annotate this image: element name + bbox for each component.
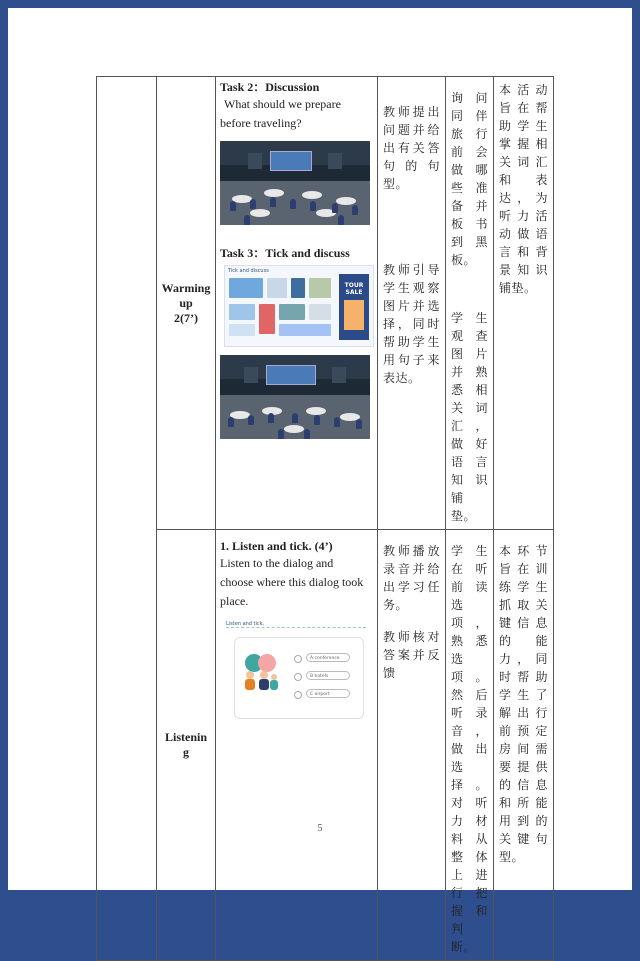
purpose-cell [494,530,554,961]
student-activity-text: 学生在听前读选项，熟悉选项。然后听录音，做出选择。对听力材料从整体上进行把握和判断。 [451,544,488,954]
purpose-text: 本活动旨在帮助学生掌握相关词汇和表达，为听力活动做语言和背景知识铺垫。 [499,83,548,295]
activity-content-cell [216,77,378,530]
stage-line: g [183,745,189,759]
option-b: B hotels [306,671,350,680]
classroom-photo [220,141,370,225]
teacher-activity-text: 教师引导学生观察图片并选择，同时帮助学生用句子来表达。 [383,263,440,385]
task2-line: What should we prepare [224,97,341,111]
people-illustration [240,651,280,691]
stage-line: Listenin [164,730,207,744]
student-activity-text: 学生观查图片并熟悉相关词汇，做好语言知识铺垫。 [451,311,488,523]
teacher-activity-text: 教师播放录音并给出学习任务。 [383,544,440,612]
purpose-cell [494,77,554,530]
activity-content-cell [216,530,378,961]
page-number: 5 [317,823,323,834]
stage-line: Warming [161,280,211,295]
tick-and-discuss-image [224,265,374,347]
tour-sale-poster [339,274,369,340]
task1-line: Listen to the dialog and [220,556,334,570]
listen-and-tick-image [226,621,364,733]
task1-line: place. [220,594,249,608]
sale-text: TOUR [344,282,364,289]
stage-line: up [179,295,193,310]
task3-title: Task 3：Tick and discuss [220,246,350,260]
table-row-listening [97,530,554,961]
task2-title: Task 2：Discussion [220,80,320,94]
teacher-activity-text: 教师提出问题并给出有关答句的句型。 [383,105,440,191]
teacher-activity-cell [378,77,446,530]
student-activity-cell [446,530,494,961]
student-activity-text: 询问同伴旅行前会做哪些准备并板书到黑板。 [451,91,488,267]
option-c: C airport [306,689,350,698]
exercise-header: Listen and tick. [226,621,366,628]
option-a: A conference [306,653,350,662]
teacher-activity-text: 教师核对答案并反馈 [383,630,440,680]
stage-line: 2(7’) [174,310,198,325]
task1-line: choose where this dialog took [220,575,364,589]
student-activity-cell [446,77,494,530]
task1-title: 1. Listen and tick. (4’) [220,539,333,553]
classroom-photo-2 [220,355,370,439]
task2-line: before traveling? [220,116,302,130]
stage-cell-listening [157,530,216,961]
stage-cell-warming-up [157,77,216,530]
teacher-activity-cell [378,530,446,961]
sale-text: SALE [345,289,363,296]
table-row-warming-up [97,77,554,530]
collage-header: Tick and discuss [228,268,269,274]
purpose-text: 本环节旨在训练学生抓取关键信息的能力，同时帮助学生了解出行前预定房间需要提供的信息和所能用到的关键句型。 [499,544,548,864]
